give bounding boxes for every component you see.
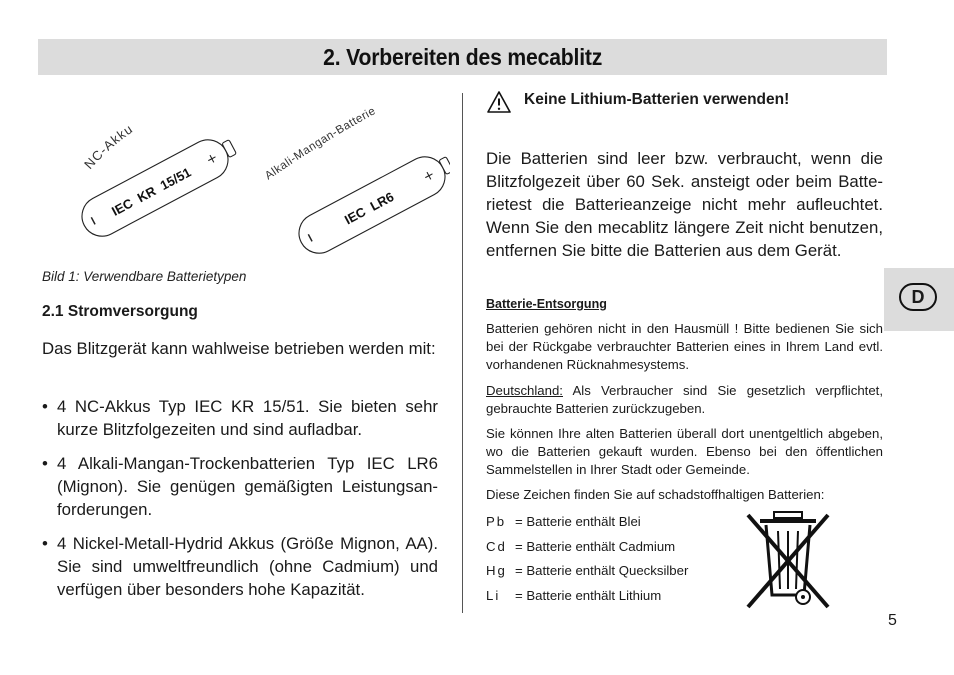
page-number: 5: [888, 612, 897, 629]
svg-text:NC-Akku: [81, 121, 136, 172]
list-item: [486, 559, 688, 584]
list-item: [486, 584, 688, 609]
symbol-code: Pb: [486, 514, 507, 529]
symbol-desc: = Batterie enthält Blei: [515, 514, 641, 529]
svg-text:+: +: [203, 150, 221, 169]
symbol-code: Cd: [486, 538, 507, 554]
crossed-bin-icon: [742, 507, 834, 611]
figure-caption: Bild 1: Verwendbare Batterietypen: [42, 269, 247, 284]
list-item: [486, 535, 688, 560]
alkali-battery: [292, 146, 450, 260]
disposal-paragraph-1: Batterien gehören nicht in den Hausmüll ! Bitte bedienen Sie sich bei der Rückgabe verbrauchter Batterien eines in Ihrem Land evtl. vorhandenen Rücknahmesystems.: [486, 321, 883, 372]
symbol-code: Li: [486, 587, 501, 603]
page-title: 2. Vorbereiten des mecablitz: [322, 43, 603, 70]
symbol-code: Hg: [486, 563, 507, 578]
symbol-desc: = Batterie enthält Lithium: [515, 587, 662, 603]
disposal-paragraph-3: Sie können Ihre alten Batterien überall dort unentgeltlich abgeben, wo die Batterien gekauft wurden. Ebenso bei den öffentlichen Sammelstellen in Ihrer Stadt oder Gemeinde.: [486, 426, 883, 477]
column-divider: [462, 93, 463, 613]
battery-illustration: [40, 90, 450, 260]
symbol-desc: = Batterie enthält Cadmium: [515, 538, 676, 554]
svg-text:+: +: [420, 167, 438, 186]
battery1-code: IEC KR 15/51: [109, 164, 194, 219]
section-heading: 2.1 Stromversorgung: [42, 303, 198, 320]
warning-text: Keine Lithium-Batterien verwenden!: [524, 91, 790, 108]
warning-triangle-icon: [486, 90, 512, 114]
list-item: [486, 510, 688, 535]
symbol-desc: = Batterie enthält Quecksilber: [515, 563, 689, 578]
title-bar: [38, 39, 887, 75]
battery-info-paragraph: Die Batterien sind leer bzw. verbraucht, wenn die Blitzfolgezeit über 60 Sek. ansteigt oder beim Batte-rietest die Batterieanzeige nicht mehr aufleuchtet. Wenn Sie den mecablitz längere Zeit nicht benutzen, entfernen Sie bitte die Batterien aus dem Gerät.: [486, 149, 883, 260]
battery1-type-label: NC-Akku: [81, 120, 136, 172]
battery2-type-label: Alkali-Mangan-Batterie: [262, 105, 378, 183]
language-badge: D: [899, 283, 937, 311]
language-tab: [884, 268, 954, 331]
country-label: Deutschland:: [486, 383, 563, 398]
disposal-heading: Batterie-Entsorgung: [486, 297, 607, 311]
disposal-paragraph-2: [486, 382, 883, 418]
list-item: • 4 Nickel-Metall-Hydrid Akkus (Größe Mignon, AA). Sie sind umweltfreundlich (ohne Cadmium) und verfügen über besonders hohe Kapazität.: [42, 532, 438, 601]
intro-paragraph: Das Blitzgerät kann wahlweise betrieben werden mit:: [42, 339, 436, 358]
list-item: • 4 Alkali-Mangan-Trockenbatterien Typ IEC LR6 (Mignon). Sie genügen gemäßigten Leistungsan-forderungen.: [42, 452, 438, 521]
disposal-paragraph-4: Diese Zeichen finden Sie auf schadstoffhaltigen Batterien:: [486, 487, 825, 502]
battery2-code: IEC LR6: [342, 189, 397, 228]
power-options-list: [42, 395, 438, 612]
hazard-symbol-list: [486, 510, 688, 608]
svg-text:Alkali-Mangan-Batterie: [263, 105, 378, 182]
warning-notice: [486, 90, 789, 114]
country-text: Als Verbraucher sind Sie gesetzlich verpflichtet, gebrauchte Batterien zurückzugeben.: [486, 383, 883, 416]
list-item: • 4 NC-Akkus Typ IEC KR 15/51. Sie bieten sehr kurze Blitzfolgezeiten und sind aufladbar.: [42, 395, 438, 441]
